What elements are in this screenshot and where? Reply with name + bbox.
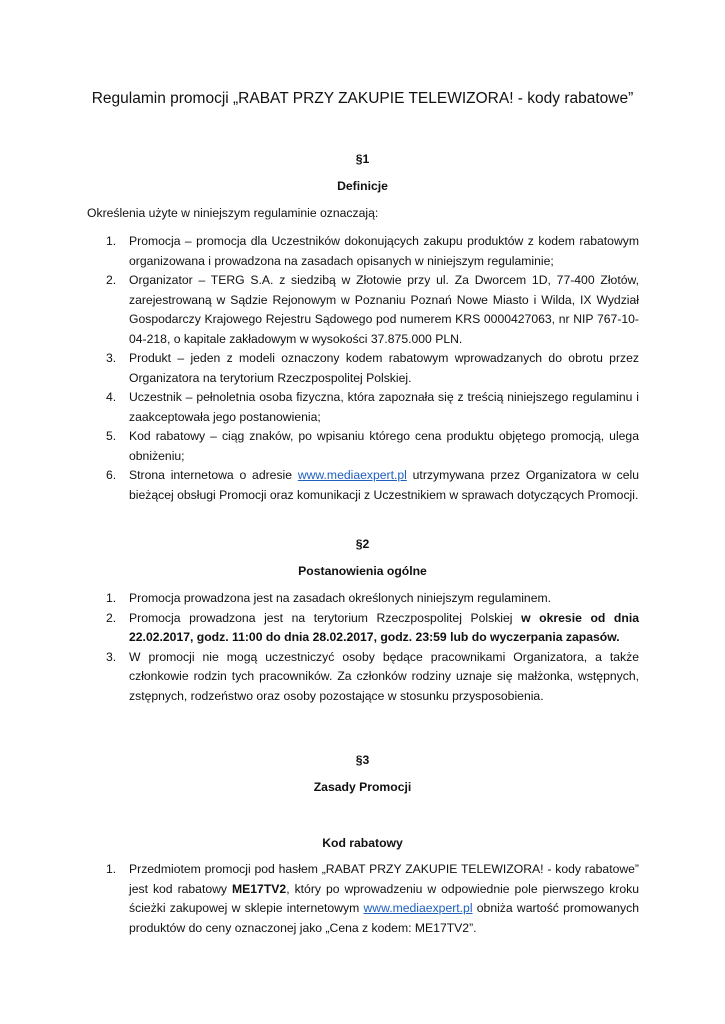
document-title: Regulamin promocji „RABAT PRZY ZAKUPIE TELEWIZORA! - kody rabatowe” <box>91 90 634 107</box>
list-item: 1. Przedmiotem promocji pod hasłem „RABAT PRZY ZAKUPIE TELEWIZORA! - kody rabatowe” jest kod rabatowy ME17TV2, który po wprowadzeniu w odpowiednie pole pierwszego kroku ścieżki zakupowej w sklepie internetowym www.mediaexpert.pl obniża wartość promowanych produktów do ceny oznaczonej jako „Cena z kodem: ME17TV2”. <box>106 862 639 935</box>
list-item: 2. Promocja prowadzona jest na terytorium Rzeczpospolitej Polskiej w okresie od dnia 22.02.2017, godz. 11:00 do dnia 28.02.2017, godz. 23:59 lub do wyczerpania zapasów. <box>106 610 639 644</box>
list-item: 1. Promocja – promocja dla Uczestników dokonujących zakupu produktów z kodem rabatowym organizowana i prowadzona na zasadach opisanych w niniejszym regulaminie; <box>106 234 639 268</box>
general-provisions-list <box>87 589 639 706</box>
section-3-heading: Zasady Promocji <box>313 780 412 794</box>
list-item: 4. Uczestnik – pełnoletnia osoba fizyczna, która zapoznała się z treścią niniejszego regulaminu i zaakceptowała jego postanowienia; <box>106 390 639 424</box>
promotion-rules-list <box>87 860 639 938</box>
section-1-intro: Określenia użyte w niniejszym regulaminie oznaczają: <box>87 206 379 220</box>
list-item: 3. W promocji nie mogą uczestniczyć osoby będące pracownikami Organizatora, a także członkowie rodzin tych pracowników. Za członków rodziny uznaje się małżonka, wstępnych, zstępnych, rodzeństwo oraz osoby pozostające w stosunku przysposobienia. <box>106 649 639 703</box>
mediaexpert-link[interactable]: www.mediaexpert.pl <box>297 468 407 482</box>
list-item: 2. Organizator – TERG S.A. z siedzibą w Złotowie przy ul. Za Dworcem 1D, 77-400 Złotów, zarejestrowaną w Sądzie Rejonowym w Poznaniu Poznań Nowe Miasto i Wilda, IX Wydział Gospodarczy Krajowego Rejestru Sądowego pod numerem KRS 0000427063, nr NIP 767-10-04-218, o kapitale zakładowym w wysokości 37.875.000 PLN. <box>106 273 639 346</box>
list-item: 3. Produkt – jeden z modeli oznaczony kodem rabatowym wprowadzanych do obrotu przez Organizatora na terytorium Rzeczpospolitej Polskiej. <box>106 351 639 385</box>
list-item: 6. Strona internetowa o adresie www.mediaexpert.pl utrzymywana przez Organizatora w celu bieżącej obsługi Promocji oraz komunikacji z Uczestnikiem w sprawach dotyczących Promocji. <box>106 468 639 502</box>
section-2-heading: Postanowienia ogólne <box>298 564 427 578</box>
section-1-heading: Definicje <box>337 179 388 193</box>
definitions-list <box>87 232 639 505</box>
section-2-number: §2 <box>355 537 370 551</box>
section-1-number: §1 <box>355 152 370 166</box>
section-3-number: §3 <box>355 753 370 767</box>
section-3-subheading: Kod rabatowy <box>322 836 403 850</box>
discount-code: ME17TV2 <box>232 881 287 896</box>
mediaexpert-link[interactable]: www.mediaexpert.pl <box>363 901 473 915</box>
list-item: 1. Promocja prowadzona jest na zasadach określonych niniejszym regulaminem. <box>106 591 552 605</box>
list-item: 5. Kod rabatowy – ciąg znaków, po wpisaniu którego cena produktu objętego promocją, ulega obniżeniu; <box>106 429 639 463</box>
